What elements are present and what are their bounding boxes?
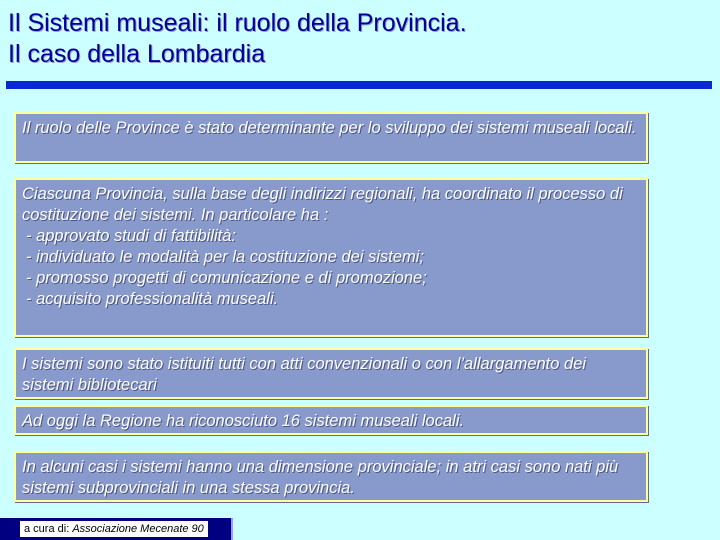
footer-credit [20, 521, 208, 537]
box-text: In alcuni casi i sistemi hanno una dimensione provinciale; in atri casi sono nati più sistemi subprovinciali in una stessa provincia. [22, 458, 619, 497]
title-underline [6, 81, 712, 89]
slide-title: Il Sistemi museali: il ruolo della Provincia. Il caso della Lombardia [8, 9, 467, 68]
box-text: Il ruolo delle Province è stato determinante per lo sviluppo dei sistemi museali locali. [22, 119, 637, 137]
box-text: I sistemi sono stato istituiti tutti con atti convenzionali o con l’allargamento dei sistemi bibliotecari [22, 355, 587, 394]
text-box-recognized-count [14, 405, 648, 435]
list-item: - individuato le modalità per la costituzione dei sistemi; [26, 248, 425, 266]
list-item: - approvato studi di fattibilità: [26, 227, 237, 245]
list-item: - promosso progetti di comunicazione e di promozione; [26, 269, 427, 287]
action-list [22, 226, 638, 310]
box-text: Ad oggi la Regione ha riconosciuto 16 sistemi museali locali. [22, 412, 465, 430]
footer-prefix: a cura di: [24, 523, 73, 535]
footer-author: Associazione Mecenate 90 [72, 523, 204, 535]
footer-bar [0, 518, 233, 540]
box-intro: Ciascuna Provincia, sulla base degli indirizzi regionali, ha coordinato il processo di costituzione dei sistemi. In particolare ha : [22, 185, 623, 224]
text-box-institution [14, 348, 648, 399]
text-box-coordination [14, 178, 648, 337]
text-box-dimension [14, 451, 648, 502]
text-box-province-role [14, 112, 648, 163]
list-item: - acquisito professionalità museali. [26, 290, 279, 308]
